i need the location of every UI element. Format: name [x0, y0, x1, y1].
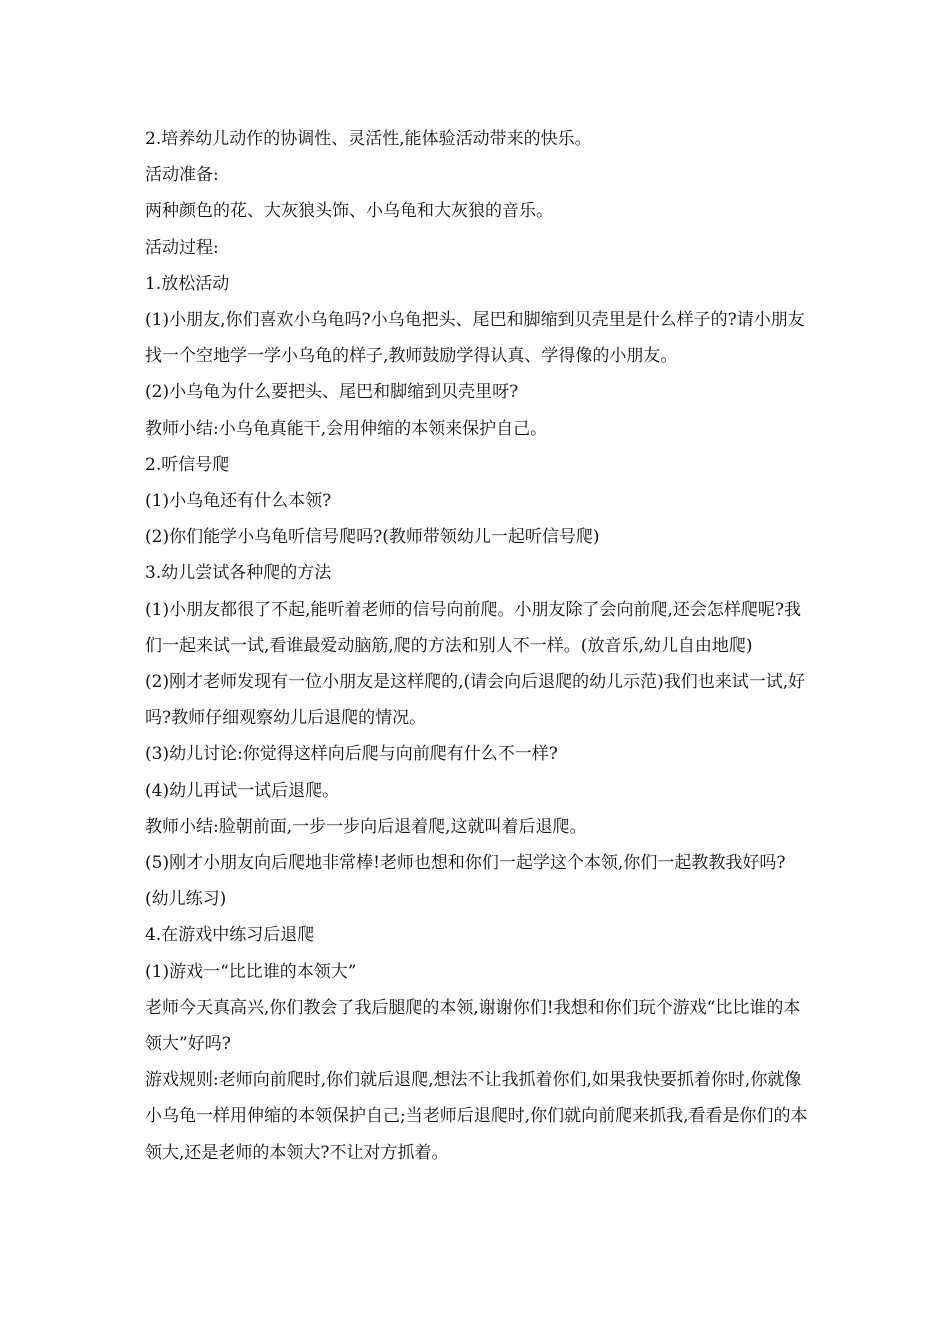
paragraph-game-1-intro: 老师今天真高兴,你们教会了我后腿爬的本领,谢谢你们!我想和你们玩个游戏“比比谁的本领大”好吗? — [145, 997, 801, 1055]
paragraph-step-2-2: (2)你们能学小乌龟听信号爬吗?(教师带领幼儿一起听信号爬) — [145, 527, 600, 548]
paragraph-step-3-3: (3)幼儿讨论:你觉得这样向后爬与向前爬有什么不一样? — [145, 744, 558, 765]
paragraph-game-1-title: (1)游戏一“比比谁的本领大” — [145, 961, 357, 982]
paragraph-goal-2: 2.培养幼儿动作的协调性、灵活性,能体验活动带来的快乐。 — [145, 129, 592, 149]
document-page — [145, 121, 809, 1171]
paragraph-step-2-1: (1)小乌龟还有什么本领? — [145, 491, 332, 512]
step-1-title: 1.放松活动 — [145, 273, 230, 294]
heading-preparation: 活动准备: — [145, 165, 219, 186]
paragraph-summary-1: 教师小结:小乌龟真能干,会用伸缩的本领来保护自己。 — [145, 418, 548, 439]
step-2-title: 2.听信号爬 — [145, 454, 230, 475]
heading-process: 活动过程: — [145, 237, 219, 258]
paragraph-summary-3: 教师小结:脸朝前面,一步一步向后退着爬,这就叫着后退爬。 — [145, 816, 587, 837]
paragraph-step-3-1: (1)小朋友都很了不起,能听着老师的信号向前爬。小朋友除了会向前爬,还会怎样爬呢?我们一起来试一试,看谁最爱动脑筋,爬的方法和别人不一样。(放音乐,幼儿自由地爬) — [145, 599, 802, 656]
paragraph-step-1-2: (2)小乌龟为什么要把头、尾巴和脚缩到贝壳里呀? — [145, 382, 519, 403]
paragraph-step-3-2: (2)刚才老师发现有一位小朋友是这样爬的,(请会向后退爬的幼儿示范)我们也来试一试,好吗?教师仔细观察幼儿后退爬的情况。 — [145, 672, 806, 729]
paragraph-step-3-5: (5)刚才小朋友向后爬地非常棒!老师也想和你们一起学这个本领,你们一起教教我好吗?(幼儿练习) — [145, 853, 786, 910]
paragraph-game-rules: 游戏规则:老师向前爬时,你们就后退爬,想法不让我抓着你们,如果我快要抓着你时,你就像小乌龟一样用伸缩的本领保护自己;当老师后退爬时,你们就向前爬来抓我,看看是你们的本领大,还是老师的本领大?不让对方抓着。 — [145, 1070, 808, 1163]
paragraph-step-1-1: (1)小朋友,你们喜欢小乌龟吗?小乌龟把头、尾巴和脚缩到贝壳里是什么样子的?请小朋友找一个空地学一学小乌龟的样子,教师鼓励学得认真、学得像的小朋友。 — [145, 310, 805, 367]
step-3-title: 3.幼儿尝试各种爬的方法 — [145, 563, 332, 584]
paragraph-materials: 两种颜色的花、大灰狼头饰、小乌龟和大灰狼的音乐。 — [145, 201, 553, 222]
step-4-title: 4.在游戏中练习后退爬 — [145, 925, 315, 946]
paragraph-step-3-4: (4)幼儿再试一试后退爬。 — [145, 780, 340, 801]
